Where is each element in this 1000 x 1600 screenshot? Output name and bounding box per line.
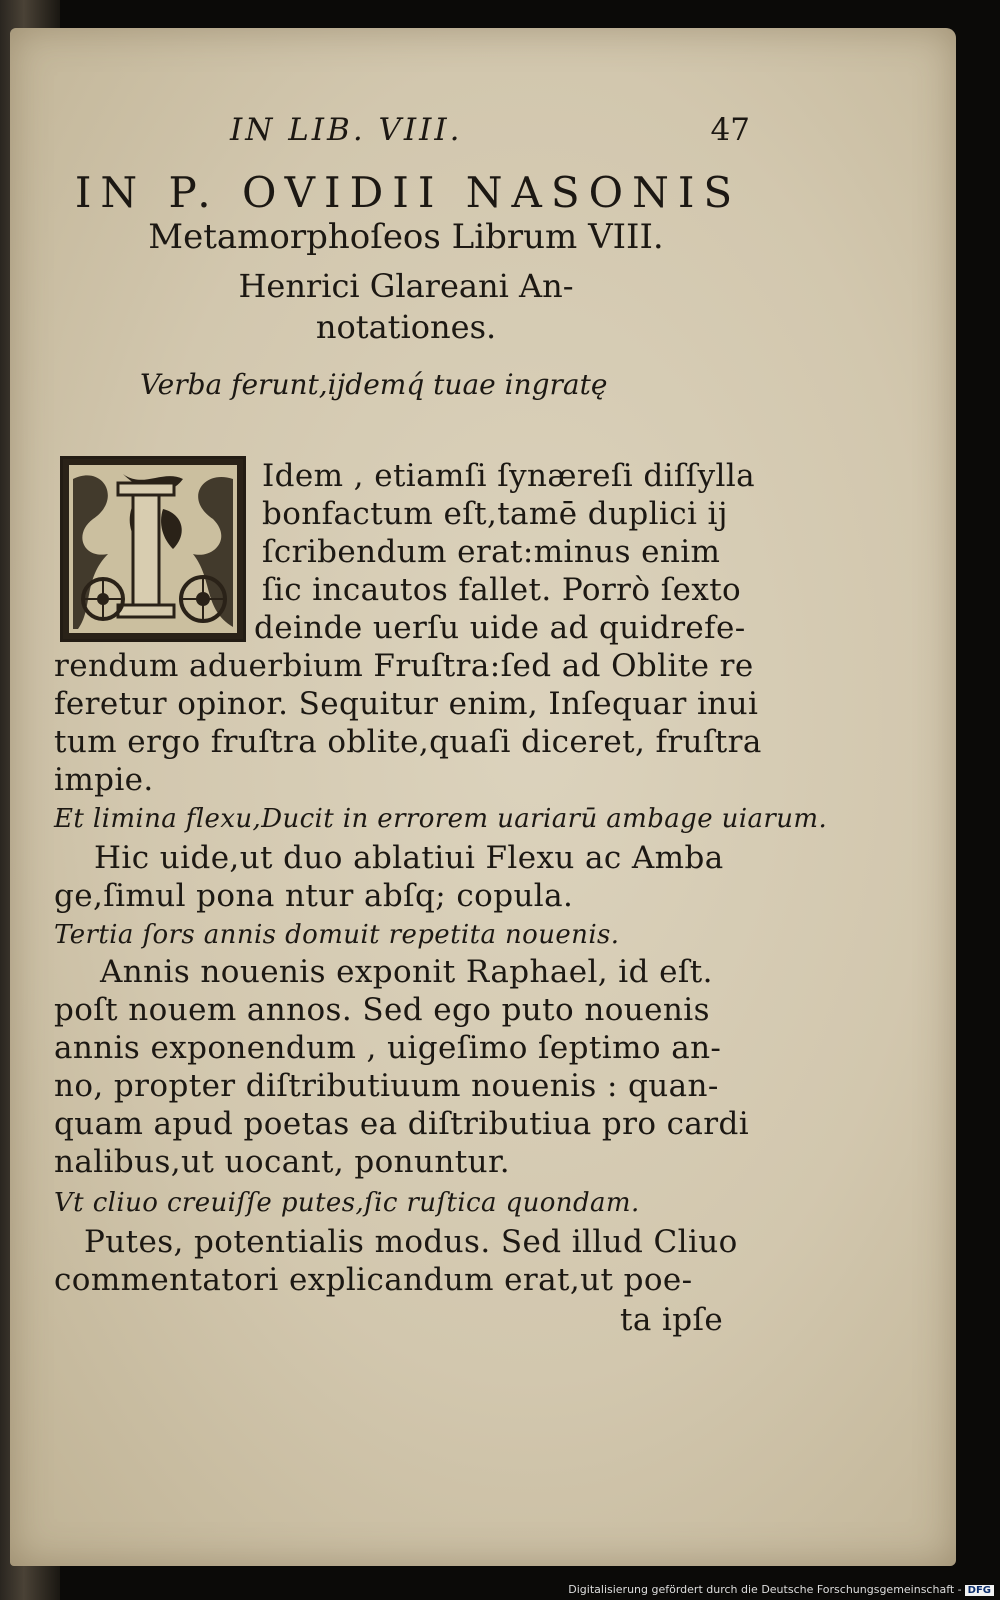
para4-line-2: commentatori explicandum erat,ut poe- <box>54 1262 693 1298</box>
para1-line-2: bonfactum eſt,tamē duplici ij <box>262 496 728 532</box>
page-number: 47 <box>710 112 750 148</box>
para1-line-5: deinde uerſu uide ad quidrefe- <box>254 610 746 646</box>
digitization-credit <box>568 1583 994 1596</box>
para1-line-4: ſic incautos fallet. Porrò ſexto <box>262 572 742 608</box>
title-line-4: notationes. <box>315 308 497 346</box>
lemma-2: Et limina flexu,Ducit in errorem uariarū ambage uiarum. <box>54 804 828 834</box>
para2-line-1: Hic uide,ut duo ablatiui Flexu ac Amba <box>94 840 724 876</box>
book-page <box>10 28 956 1566</box>
para3-line-5: quam apud poetas ea diſtributiua pro cardi <box>54 1106 750 1142</box>
para1-line-8: tum ergo fruſtra oblite,quaſi diceret, fruſtra <box>54 724 762 760</box>
para3-line-1: Annis nouenis exponit Raphael, id eſt. <box>100 954 713 990</box>
para3-line-2: poſt nouem annos. Sed ego puto nouenis <box>54 992 710 1028</box>
lemma-1: Verba ferunt,ijdemq́ tuae ingratę <box>140 368 608 401</box>
para3-line-3: annis exponendum , uigeſimo ſeptimo an- <box>54 1030 722 1066</box>
title-line-3: Henrici Glareani An- <box>238 267 574 305</box>
title-line-2: Metamorphoſeos Librum VIII. <box>148 217 664 257</box>
catchword: ta ipſe <box>620 1302 724 1338</box>
dfg-logo: DFG <box>965 1585 994 1596</box>
para1-line-6: rendum aduerbium Fruſtra:ſed ad Oblite re <box>54 648 754 684</box>
para3-line-4: no, propter diſtributiuum nouenis : quan- <box>54 1068 719 1104</box>
woodcut-initial-icon <box>63 459 243 639</box>
lemma-4: Vt cliuo creuiſſe putes,ſic ruſtica quondam. <box>54 1188 640 1218</box>
running-head <box>230 112 750 162</box>
running-head-title: IN LIB. VIII. <box>230 112 463 148</box>
para4-line-1: Putes, potentialis modus. Sed illud Cliuo <box>84 1224 738 1260</box>
lemma-3: Tertia ſors annis domuit repetita nouenis. <box>54 920 620 950</box>
para2-line-2: ge,ſimul pona ntur abſq; copula. <box>54 878 574 914</box>
para1-line-1: Idem , etiamſi ſynæreſi diſſylla <box>262 458 756 494</box>
ornamental-initial-image <box>60 456 246 642</box>
para1-line-3: ſcribendum erat:minus enim <box>262 534 721 570</box>
para1-line-7: feretur opinor. Sequitur enim, Inſequar inui <box>54 686 759 722</box>
credit-text: Digitalisierung gefördert durch die Deutsche Forschungsgemeinschaft - <box>568 1583 962 1596</box>
title-line-1: IN P. OVIDII NASONIS <box>74 168 742 217</box>
para3-line-6: nalibus,ut uocant, ponuntur. <box>54 1144 511 1180</box>
para1-line-9: impie. <box>54 762 154 798</box>
